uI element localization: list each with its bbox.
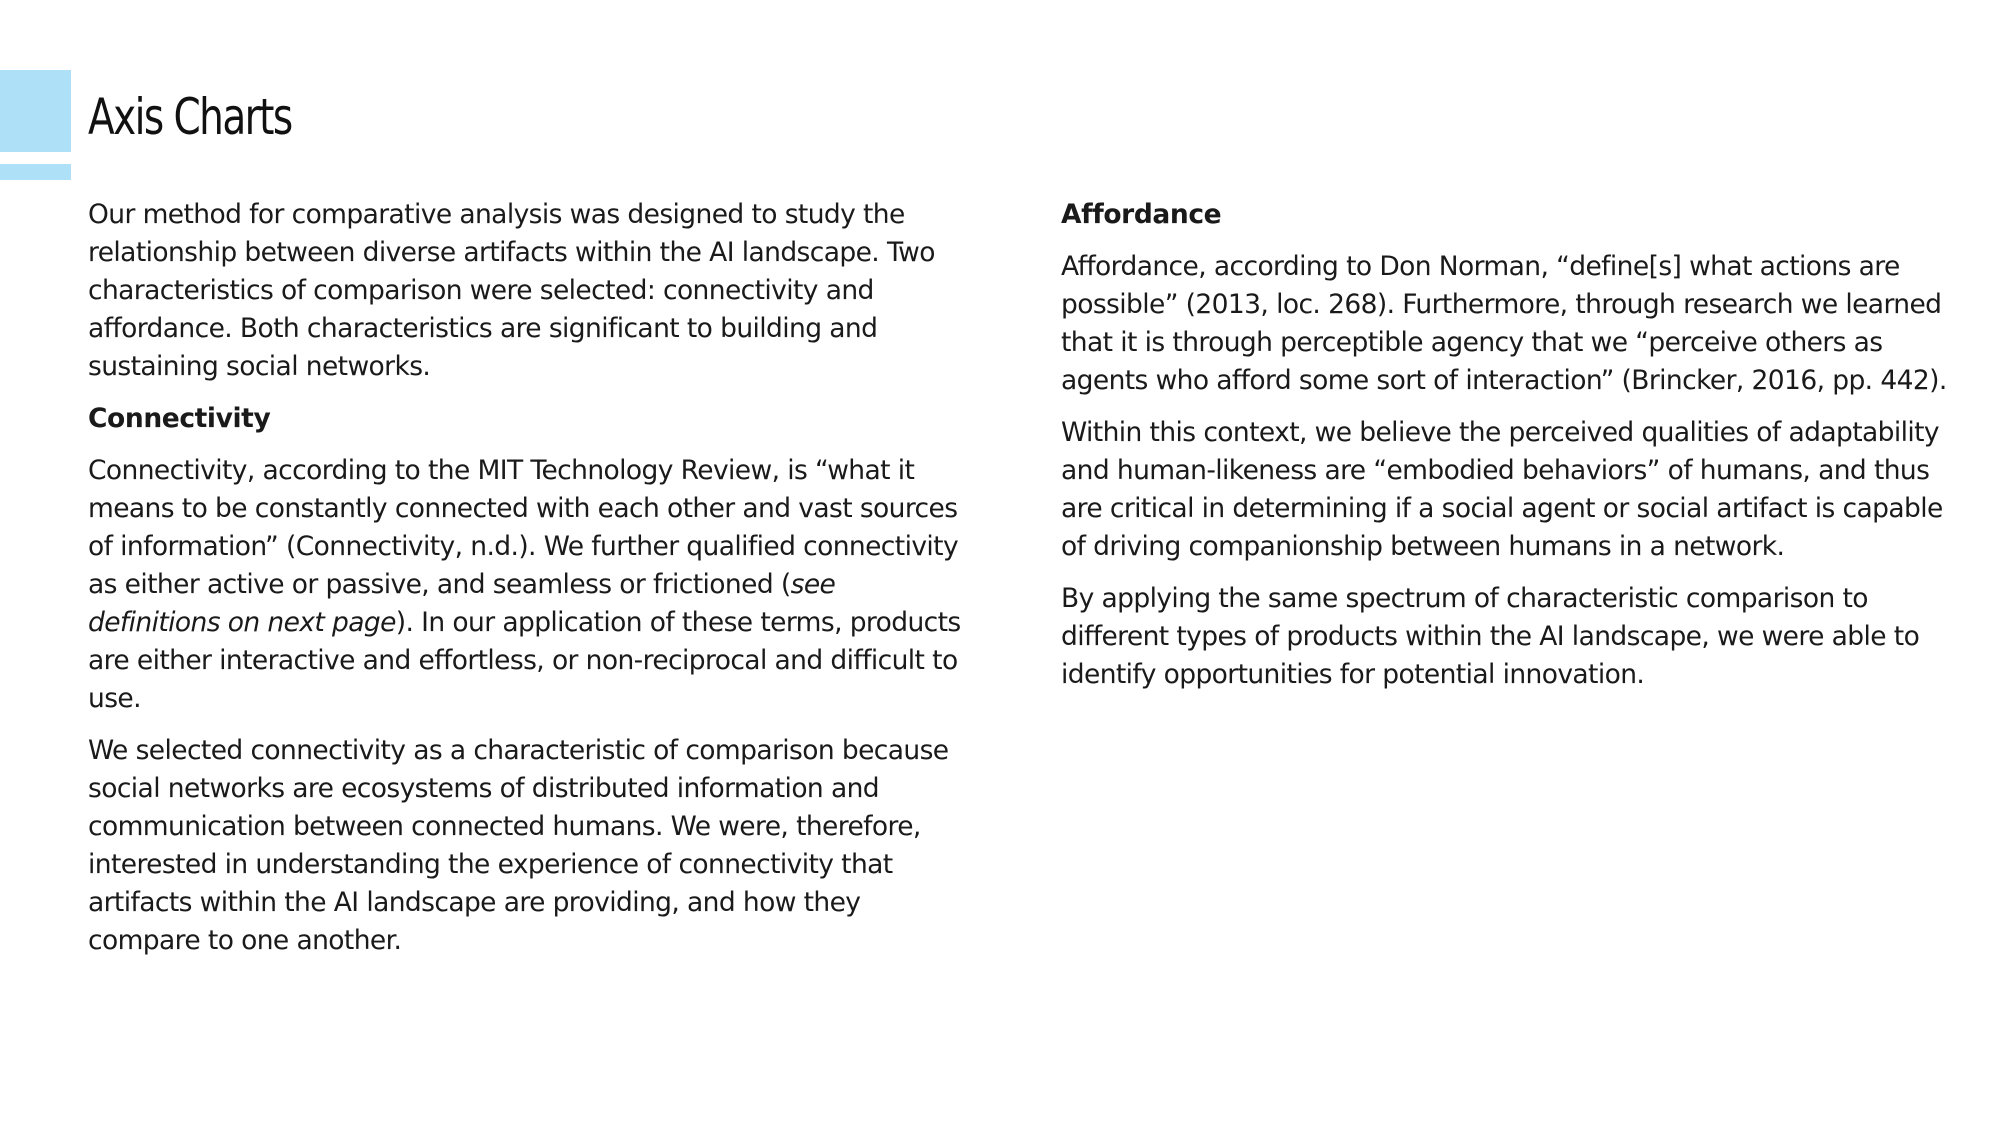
affordance-application-paragraph: By applying the same spectrum of characteristic comparison to different types of products within the AI landscape, we were able to identify opportunities for potential innovation. bbox=[1061, 583, 1920, 690]
title-accent-bar bbox=[0, 164, 71, 180]
connectivity-definition-text: Connectivity, according to the MIT Technology Review, is “what it means to be constantly connected with each other and vast sources of information” (Connectivity, n.d.). We further qualified connectivity as either active or passive, and seamless or frictioned ( bbox=[88, 455, 959, 600]
connectivity-heading: Connectivity bbox=[88, 403, 271, 434]
definitions-reference: see definitions on next page bbox=[88, 569, 836, 638]
connectivity-definition-text-end: ). In our application of these terms, products are either interactive and effortless, or non-reciprocal and difficult to use. bbox=[88, 607, 961, 714]
intro-paragraph: Our method for comparative analysis was designed to study the relationship between diverse artifacts within the AI landscape. Two characteristics of comparison were selected: connectivity and affordance. Both characteristics are significant to building and sustaining social networks. bbox=[88, 199, 935, 382]
affordance-context-paragraph: Within this context, we believe the perceived qualities of adaptability and human-likeness are “embodied behaviors” of humans, and thus are critical in determining if a social agent or social artifact is capable of driving companionship between humans in a network. bbox=[1061, 417, 1943, 562]
connectivity-definition-paragraph bbox=[88, 452, 968, 718]
right-column bbox=[1061, 196, 1951, 708]
page-title: Axis Charts bbox=[88, 88, 292, 146]
title-accent-block bbox=[0, 70, 71, 152]
affordance-definition-paragraph: Affordance, according to Don Norman, “define[s] what actions are possible” (2013, loc. 268). Furthermore, through research we learned that it is through perceptible agency that we “perceive others as agents who afford some sort of interaction” (Brincker, 2016, pp. 442). bbox=[1061, 251, 1947, 396]
left-column bbox=[88, 196, 968, 974]
affordance-heading: Affordance bbox=[1061, 199, 1222, 230]
connectivity-rationale-paragraph: We selected connectivity as a characteristic of comparison because social networks are ecosystems of distributed information and communication between connected humans. We were, therefore, interested in understanding the experience of connectivity that artifacts within the AI landscape are providing, and how they compare to one another. bbox=[88, 735, 949, 956]
